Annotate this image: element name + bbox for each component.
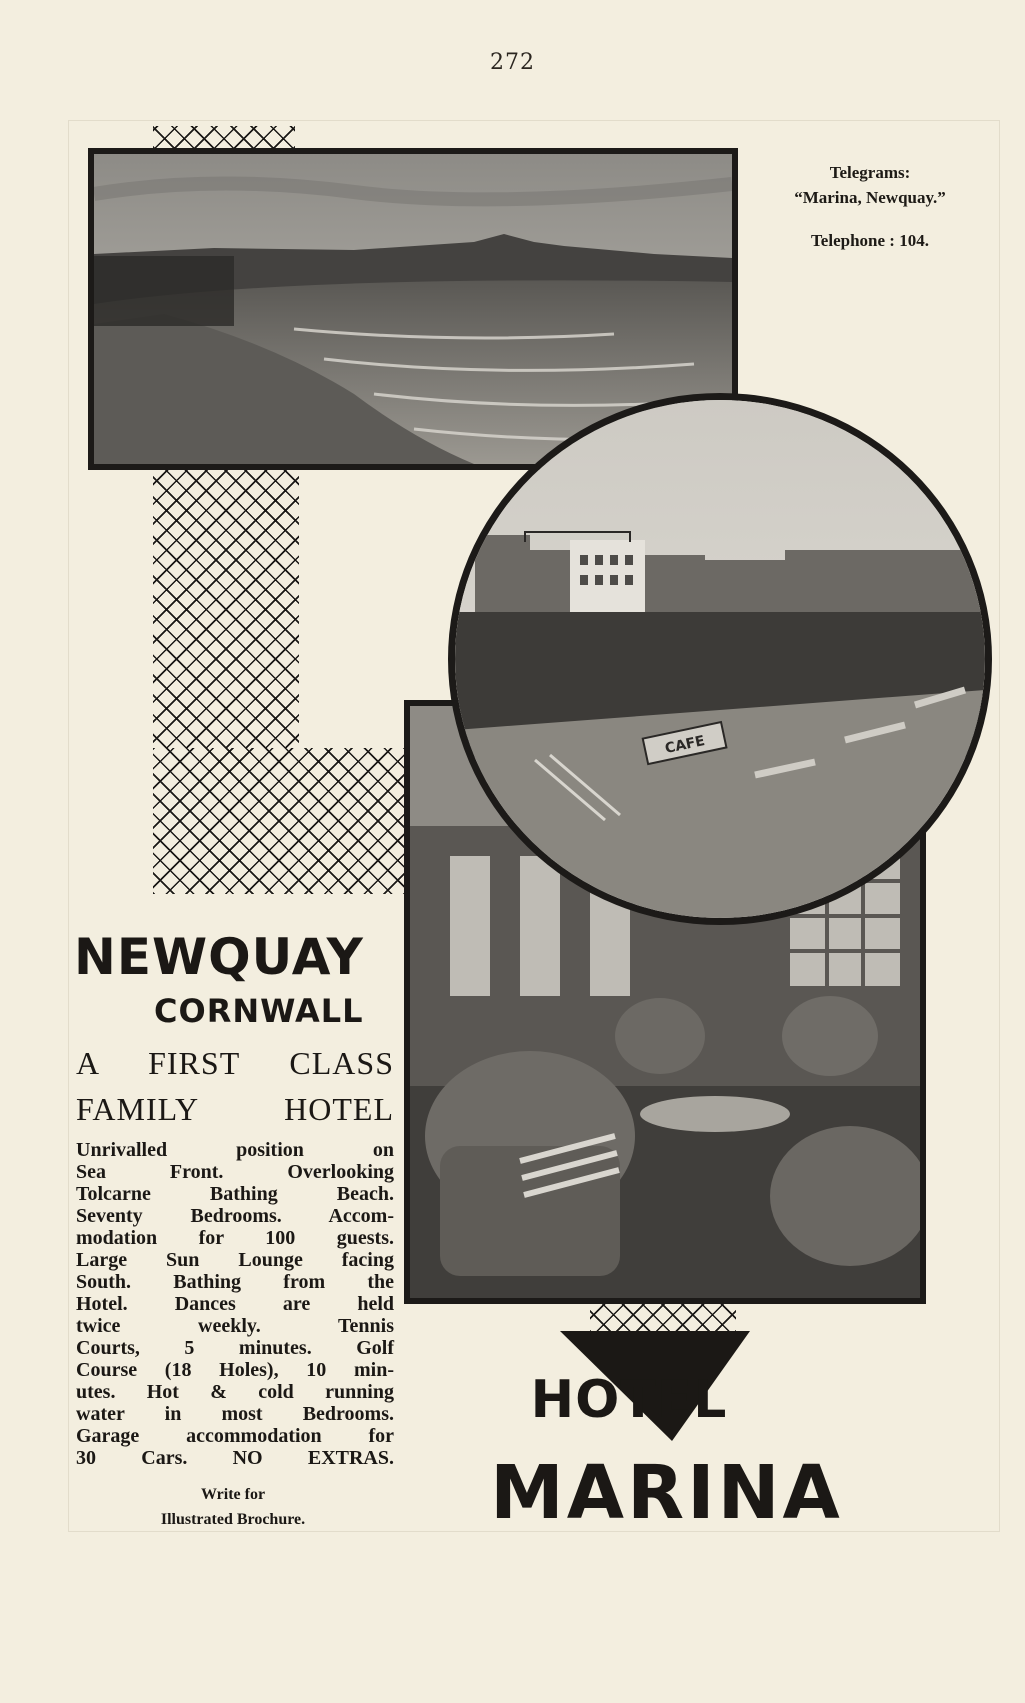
description-line: Seventy Bedrooms. Accom-: [76, 1205, 394, 1227]
telegrams-label: Telegrams:: [829, 163, 911, 182]
description-line: modation for 100 guests.: [76, 1227, 394, 1249]
brochure-note-line: Illustrated Brochure.: [160, 1511, 306, 1528]
logo-hotel: HOTEL: [530, 1370, 728, 1430]
contact-block: [760, 160, 980, 253]
lattice-horizontal-bar: [153, 748, 405, 894]
tagline-line: A FIRST CLASS: [76, 1045, 394, 1081]
description-line: Courts, 5 minutes. Golf: [76, 1337, 394, 1359]
brochure-note-line: Write for: [200, 1486, 266, 1503]
description-line: Unrivalled position on: [76, 1139, 394, 1161]
description-line: South. Bathing from the: [76, 1271, 394, 1293]
description-line: Course (18 Holes), 10 min-: [76, 1359, 394, 1381]
logo-marina: MARINA: [490, 1450, 843, 1536]
lattice-top-strip: [153, 126, 295, 148]
tagline-line: FAMILY HOTEL: [76, 1091, 394, 1127]
description-line: Sea Front. Overlooking: [76, 1161, 394, 1183]
hotel-frontage-photo: [448, 393, 992, 925]
description-line: utes. Hot & cold running: [76, 1381, 394, 1403]
telegrams-address: “Marina, Newquay.”: [794, 188, 946, 207]
description-line: Tolcarne Bathing Beach.: [76, 1183, 394, 1205]
page-number: 272: [490, 50, 535, 75]
cafe-sign: CAFE: [663, 732, 707, 758]
description-line: twice weekly. Tennis: [76, 1315, 394, 1337]
description-line: Large Sun Lounge facing: [76, 1249, 394, 1271]
hotel-description: [76, 1139, 394, 1469]
tagline: [76, 1040, 394, 1132]
town-heading: NEWQUAY: [74, 928, 364, 986]
description-line: water in most Bedrooms.: [76, 1403, 394, 1425]
description-line: Garage accommodation for: [76, 1425, 394, 1447]
telephone-number: Telephone : 104.: [811, 231, 929, 250]
brochure-note: [118, 1482, 348, 1532]
description-line: Hotel. Dances are held: [76, 1293, 394, 1315]
county-heading: CORNWALL: [154, 992, 364, 1030]
description-line: 30 Cars. NO EXTRAS.: [76, 1447, 394, 1469]
